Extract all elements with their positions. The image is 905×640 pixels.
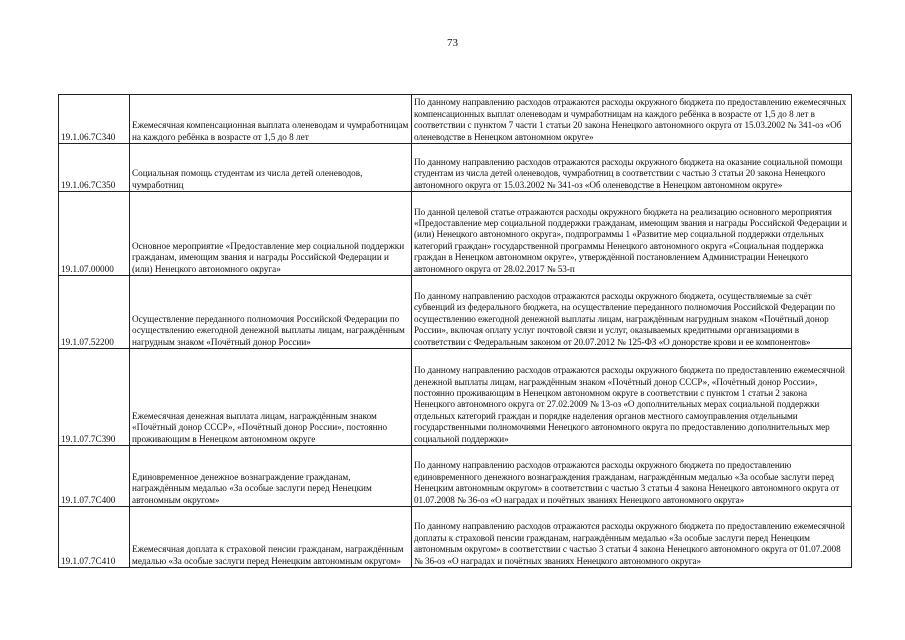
target-article-code: 19.1.07.52200 xyxy=(59,276,130,349)
table-row xyxy=(59,349,852,446)
target-article-code: 19.1.07.7С390 xyxy=(59,349,130,446)
table-row xyxy=(59,276,852,349)
table-row xyxy=(59,507,852,568)
expense-name: Единовременное денежное вознаграждение гражданам, награждённым медалью «За особые заслуги перед Ненецким автономным округом» xyxy=(130,446,412,507)
target-article-code: 19.1.06.7С350 xyxy=(59,144,130,192)
expense-name: Социальная помощь студентам из числа детей оленеводов, чумработниц xyxy=(130,144,412,192)
expense-description: По данному направлению расходов отражаются расходы окружного бюджета на оказание социальной помощи студентам из числа детей оленеводов, чумработниц в соответствии с частью 3 статьи 20 закона Ненецкого автономного округа от 15.03.2002 № 341-оз «Об оленеводстве в Ненецком автономном округе» xyxy=(412,144,852,192)
page-number: 73 xyxy=(447,37,458,49)
budget-classification-table xyxy=(58,94,852,568)
target-article-code: 19.1.07.7С410 xyxy=(59,507,130,568)
target-article-code: 19.1.06.7С340 xyxy=(59,95,130,144)
table-row xyxy=(59,144,852,192)
table-row xyxy=(59,192,852,276)
expense-description: По данному направлению расходов отражаются расходы окружного бюджета по предоставлению ежемесячной денежной выплаты лицам, награждённым знаком «Почётный донор СССР», «Почётный донор России», постоянно проживающим в Ненецком автономном округе в соответствии с пунктом 1 статьи 2 закона Ненецкого автономного округа от 27.02.2009 № 13-оз «О дополнительных мерах социальной поддержки отдельных категорий граждан и порядке наделения органов местного самоуправления отдельными государственными полномочиями Ненецкого автономного округа по предоставлению дополнительных мер социальной поддержки» xyxy=(412,349,852,446)
expense-name: Осуществление переданного полномочия Российской Федерации по осуществлению ежегодной денежной выплаты лицам, награждённым нагрудным знаком «Почётный донор России» xyxy=(130,276,412,349)
expense-description: По данному направлению расходов отражаются расходы окружного бюджета по предоставлению ежемесячной доплаты к страховой пенсии гражданам, награждённым медалью «За особые заслуги перед Ненецким автономным округом» в соответствии с частью 3 статьи 4 закона Ненецкого автономного округа от 01.07.2008 № 36-оз «О наградах и почётных званиях Ненецкого автономного округа» xyxy=(412,507,852,568)
expense-name: Основное мероприятие «Предоставление мер социальной поддержки гражданам, имеющим звания и награды Российской Федерации и (или) Ненецкого автономного округа» xyxy=(130,192,412,276)
expense-description: По данному направлению расходов отражаются расходы окружного бюджета, осуществляемые за счёт субвенций из федерального бюджета, на осуществление переданного полномочия Российской Федерации по осуществлению ежегодной денежной выплаты лицам, награждённым нагрудным знаком «Почётный донор России», включая оплату услуг почтовой связи и услуг, оказываемых кредитными организациями в соответствии с Федеральным законом от 20.07.2012 № 125-ФЗ «О донорстве крови и ее компонентов» xyxy=(412,276,852,349)
expense-description: По данному направлению расходов отражаются расходы окружного бюджета по предоставлению ежемесячных компенсационных выплат оленеводам и чумработницам на каждого ребёнка в возрасте от 1,5 до 8 лет в соответствии с пунктом 7 части 1 статьи 20 закона Ненецкого автономного округа от 15.03.2002 № 341-оз «Об оленеводстве в Ненецком автономном округе» xyxy=(412,95,852,144)
expense-description: По данной целевой статье отражаются расходы окружного бюджета на реализацию основного мероприятия «Предоставление мер социальной поддержки гражданам, имеющим звания и награды Российской Федерации и (или) Ненецкого автономного округа», подпрограммы 1 «Развитие мер социальной поддержки отдельных категорий граждан» государственной программы Ненецкого автономного округа «Социальная поддержка граждан в Ненецком автономном округе», утверждённой постановлением Администрации Ненецкого автономного округа от 28.02.2017 № 53-п xyxy=(412,192,852,276)
expense-name: Ежемесячная доплата к страховой пенсии гражданам, награждённым медалью «За особые заслуги перед Ненецким автономным округом» xyxy=(130,507,412,568)
expense-name: Ежемесячная денежная выплата лицам, награждённым знаком «Почётный донор СССР», «Почётный донор России», постоянно проживающим в Ненецком автономном округе xyxy=(130,349,412,446)
table-row xyxy=(59,446,852,507)
expense-name: Ежемесячная компенсационная выплата оленеводам и чумработницам на каждого ребёнка в возрасте от 1,5 до 8 лет xyxy=(130,95,412,144)
expense-description: По данному направлению расходов отражаются расходы окружного бюджета по предоставлению единовременного денежного вознаграждения гражданам, награждённым медалью «За особые заслуги перед Ненецким автономным округом» в соответствии с частью 3 статьи 4 закона Ненецкого автономного округа от 01.07.2008 № 36-оз «О наградах и почётных званиях Ненецкого автономного округа» xyxy=(412,446,852,507)
target-article-code: 19.1.07.7С400 xyxy=(59,446,130,507)
target-article-code: 19.1.07.00000 xyxy=(59,192,130,276)
table-row xyxy=(59,95,852,144)
